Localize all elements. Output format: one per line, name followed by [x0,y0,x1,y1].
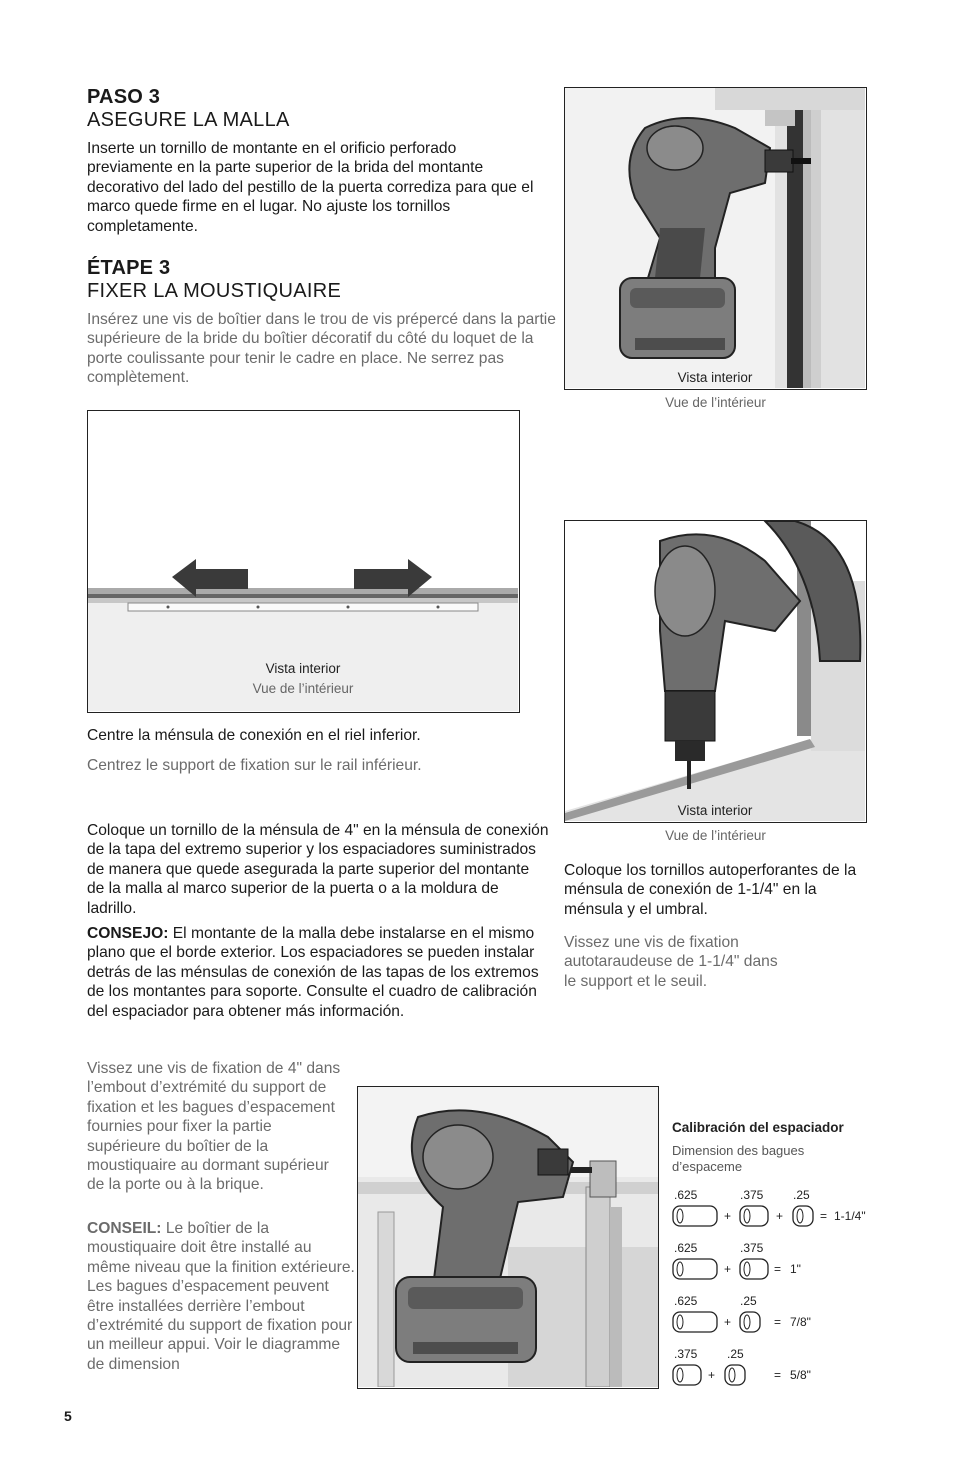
figure-drill-sill [564,520,867,823]
figure-top-label-fr: Vue de l’intérieur [665,395,766,410]
paso3-subheading: ASEGURE LA MALLA [87,109,290,131]
figure-center-bracket [87,410,520,713]
equals-sign: = [774,1262,782,1276]
calibration-title: Calibración del espaciador [672,1120,844,1135]
spacer-label: .25 [727,1347,744,1361]
center-bracket-es: Centre la ménsula de conexión en el riel inferior. [87,727,421,744]
drill-header-illustration [358,1087,658,1387]
plus-sign: + [724,1315,732,1329]
page-number: 5 [64,1408,72,1424]
bracket-screw-es: Coloque un tornillo de la ménsula de 4" en la ménsula de conexión de la tapa del extremo superior y los espaciadores suministrados de manera que quede asegurada la parte superior del montante de la malla al marco superior de la puerta o a la moldura de ladrillo. [87,822,549,917]
spacer-result: 5/8" [790,1368,811,1382]
tip-label-fr: CONSEIL: [87,1220,162,1237]
plus-sign: + [724,1262,732,1276]
center-bracket-fr: Centrez le support de fixation sur le rail inférieur. [87,757,422,774]
spacer-label: .375 [740,1188,764,1202]
spacer-label: .625 [674,1188,698,1202]
figure-mid-right-label-fr: Vue de l’intérieur [665,828,766,843]
spacer-shapes [672,1204,822,1228]
self-tapping-es: Coloque los tornillos autoperforantes de la ménsula de conexión de 1-1/4" en la ménsula y el umbral. [564,862,857,918]
spacer-result: 7/8" [790,1315,811,1329]
figure-mid-left-label-es: Vista interior [265,661,341,676]
plus-sign: + [708,1368,716,1382]
plus-sign: + [724,1209,732,1223]
spacer-result: 1-1/4" [834,1209,866,1223]
paso3-heading: PASO 3 [87,86,161,108]
spacer-shapes [672,1363,762,1387]
spacer-label: .375 [740,1241,764,1255]
spacer-label: .375 [674,1347,698,1361]
spacer-shapes [672,1257,772,1281]
figure-drill-top [564,87,867,390]
spacer-label: .625 [674,1294,698,1308]
equals-sign: = [820,1209,828,1223]
equals-sign: = [774,1368,782,1382]
tip-text-es: El montante de la malla debe instalarse en el mismo plano que el borde exterior. Los espaciadores se pueden instalar detrás de las ménsulas de conexión de las tapas de los extremos de los montantes para soporte. Consulte el cuadro de calibración del espaciador para obtener más información. [87,925,539,1020]
spacer-label: .25 [793,1188,810,1202]
figure-mid-right-label-es: Vista interior [677,803,753,818]
etape3-heading: ÉTAPE 3 [87,257,171,279]
calibration-row-1 [672,1188,882,1232]
figure-drill-header [357,1086,659,1389]
figure-top-label-es: Vista interior [677,370,753,385]
calibration-row-4 [672,1347,882,1391]
bracket-screw-tip [87,924,549,1021]
etape3-text: Insérez une vis de boîtier dans le trou de vis prépercé dans la partie supérieure de la bride du boîtier décoratif du côté du loquet de la porte coulissante pour tenir le cadre en place. Ne serrez pas complètement. [87,311,556,387]
plus-sign: + [776,1209,784,1223]
spacer-label: .25 [740,1294,757,1308]
spacer-result: 1" [790,1262,801,1276]
paso3-text: Inserte un tornillo de montante en el orificio perforado previamente en la parte superior de la brida del montante decorativo del lado del pestillo de la puerta corrediza para que el marco quede firme en el lugar. No ajuste los tornillos completamente. [87,140,534,235]
tip-label-es: CONSEJO: [87,925,169,942]
bracket-screw-tip-fr [87,1219,355,1374]
self-tapping-fr: Vissez une vis de fixation autotaraudeuse de 1-1/4" dans le support et le seuil. [564,934,778,990]
spacer-label: .625 [674,1241,698,1255]
etape3-subheading: FIXER LA MOUSTIQUAIRE [87,280,342,302]
figure-mid-left-label-fr: Vue de l’intérieur [252,681,354,696]
bracket-screw-fr: Vissez une vis de fixation de 4" dans l’embout d’extrémité du support de fixation et les bagues d’espacement fournies pour fixer la partie supérieure du boîtier de la moustiquaire au dormant supérieur de la porte ou à la brique. [87,1060,341,1194]
calibration-row-2 [672,1241,882,1285]
spacer-shapes [672,1310,772,1334]
calibration-subtitle: Dimension des bagues d’espaceme [672,1143,805,1174]
calibration-row-3 [672,1294,882,1338]
equals-sign: = [774,1315,782,1329]
tip-text-fr: Le boîtier de la moustiquaire doit être installé au même niveau que la finition extérieure. Les bagues d’espacement peuvent être installées derrière l’embout d’extrémité du support de fixation pour un meilleur appui. Voir le diagramme de dimension [87,1220,355,1373]
drill-top-illustration [565,88,865,388]
drill-sill-illustration [565,521,865,821]
